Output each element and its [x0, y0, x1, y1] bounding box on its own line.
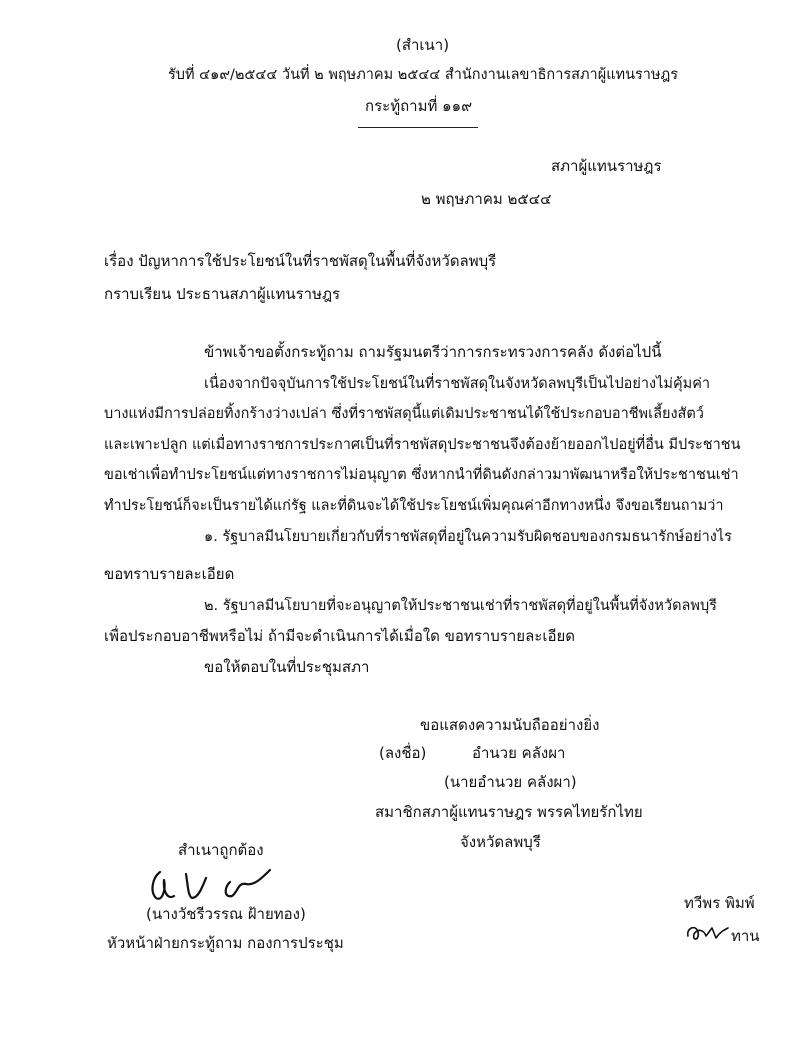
certified-copy-label: สำเนาถูกต้อง	[178, 841, 264, 859]
letter-date: ๒ พฤษภาคม ๒๕๔๔	[421, 190, 552, 208]
certifier-name: (นางวัชรีวรรณ ฝ้ายทอง)	[146, 905, 306, 923]
handwritten-signature	[146, 852, 276, 908]
signer-full-name: (นายอำนวย คลังผา)	[444, 773, 577, 791]
copy-mark: (สำเนา)	[396, 36, 450, 54]
body-line: เนื่องจากปัจจุบันการใช้ประโยชน์ในที่ราชพัสดุในจังหวัดลพบุรีเป็นไปอย่างไม่คุ้มค่า	[204, 376, 711, 392]
received-line: รับที่ ๔๑๙/๒๕๔๔ วันที่ ๒ พฤษภาคม ๒๕๔๔ สำนักงานเลขาธิการสภาผู้แทนราษฎร	[168, 67, 679, 83]
subject-line: เรื่อง ปัญหาการใช้ประโยชน์ในที่ราชพัสดุในพื้นที่จังหวัดลพบุรี	[104, 252, 497, 270]
question-2-line: ๒. รัฐบาลมีนโยบายที่จะอนุญาตให้ประชาชนเช่าที่ราชพัสดุที่อยู่ในพื้นที่จังหวัดลพบุรี	[204, 598, 717, 614]
sender-office: สภาผู้แทนราษฎร	[551, 157, 662, 175]
question-number: กระทู้ถามที่ ๑๑๙	[365, 97, 473, 115]
signed-name: อำนวย คลังผา	[472, 744, 566, 762]
body-line: บางแห่งมีการปล่อยทิ้งกร้างว่างเปล่า ซึ่งที่ราชพัสดุนี้แต่เดิมประชาชนได้ใช้ประกอบอาชีพเลี้ยงสัตว์	[104, 406, 704, 422]
closing-respect: ขอแสดงความนับถืออย่างยิ่ง	[420, 716, 600, 734]
typist-name: ทวีพร พิมพ์	[684, 894, 755, 912]
signer-position: สมาชิกสภาผู้แทนราษฎร พรรคไทยรักไทย	[375, 803, 643, 821]
body-line: และเพาะปลูก แต่เมื่อทางราชการประกาศเป็นที่ราชพัสดุประชาชนจึงต้องย้ายออกไปอยู่ที่อื่น มีประชาชน	[104, 437, 741, 453]
question-2-line: เพื่อประกอบอาชีพหรือไม่ ถ้ามีจะดำเนินการได้เมื่อใด ขอทราบรายละเอียด	[104, 627, 575, 645]
checker-initials	[682, 918, 732, 948]
signed-label: (ลงชื่อ)	[379, 744, 427, 762]
intro-line: ข้าพเจ้าขอตั้งกระทู้ถาม ถามรัฐมนตรีว่าการกระทรวงการคลัง ดังต่อไปนี้	[204, 343, 662, 361]
question-1-line: ๑. รัฐบาลมีนโยบายเกี่ยวกับที่ราชพัสดุที่อยู่ในความรับผิดชอบของกรมธนารักษ์อย่างไร	[204, 529, 732, 545]
body-line: ขอเช่าเพื่อทำประโยชน์แต่ทางราชการไม่อนุญาต ซึ่งหากนำที่ดินดังกล่าวมาพัฒนาหรือให้ประชาชนเช่า	[104, 467, 739, 483]
answer-request: ขอให้ตอบในที่ประชุมสภา	[204, 658, 370, 676]
header-divider	[358, 127, 478, 128]
body-line: ทำประโยชน์ก็จะเป็นรายได้แก่รัฐ และที่ดินจะได้ใช้ประโยชน์เพิ่มคุณค่าอีกทางหนึ่ง จึงขอเรียนถามว่า	[104, 498, 724, 514]
checked-mark: ทาน	[731, 927, 760, 945]
certifier-title: หัวหน้าฝ่ายกระทู้ถาม กองการประชุม	[107, 934, 344, 952]
salutation: กราบเรียน ประธานสภาผู้แทนราษฎร	[104, 285, 341, 303]
signer-province: จังหวัดลพบุรี	[460, 833, 541, 851]
question-1-line: ขอทราบรายละเอียด	[104, 565, 235, 583]
